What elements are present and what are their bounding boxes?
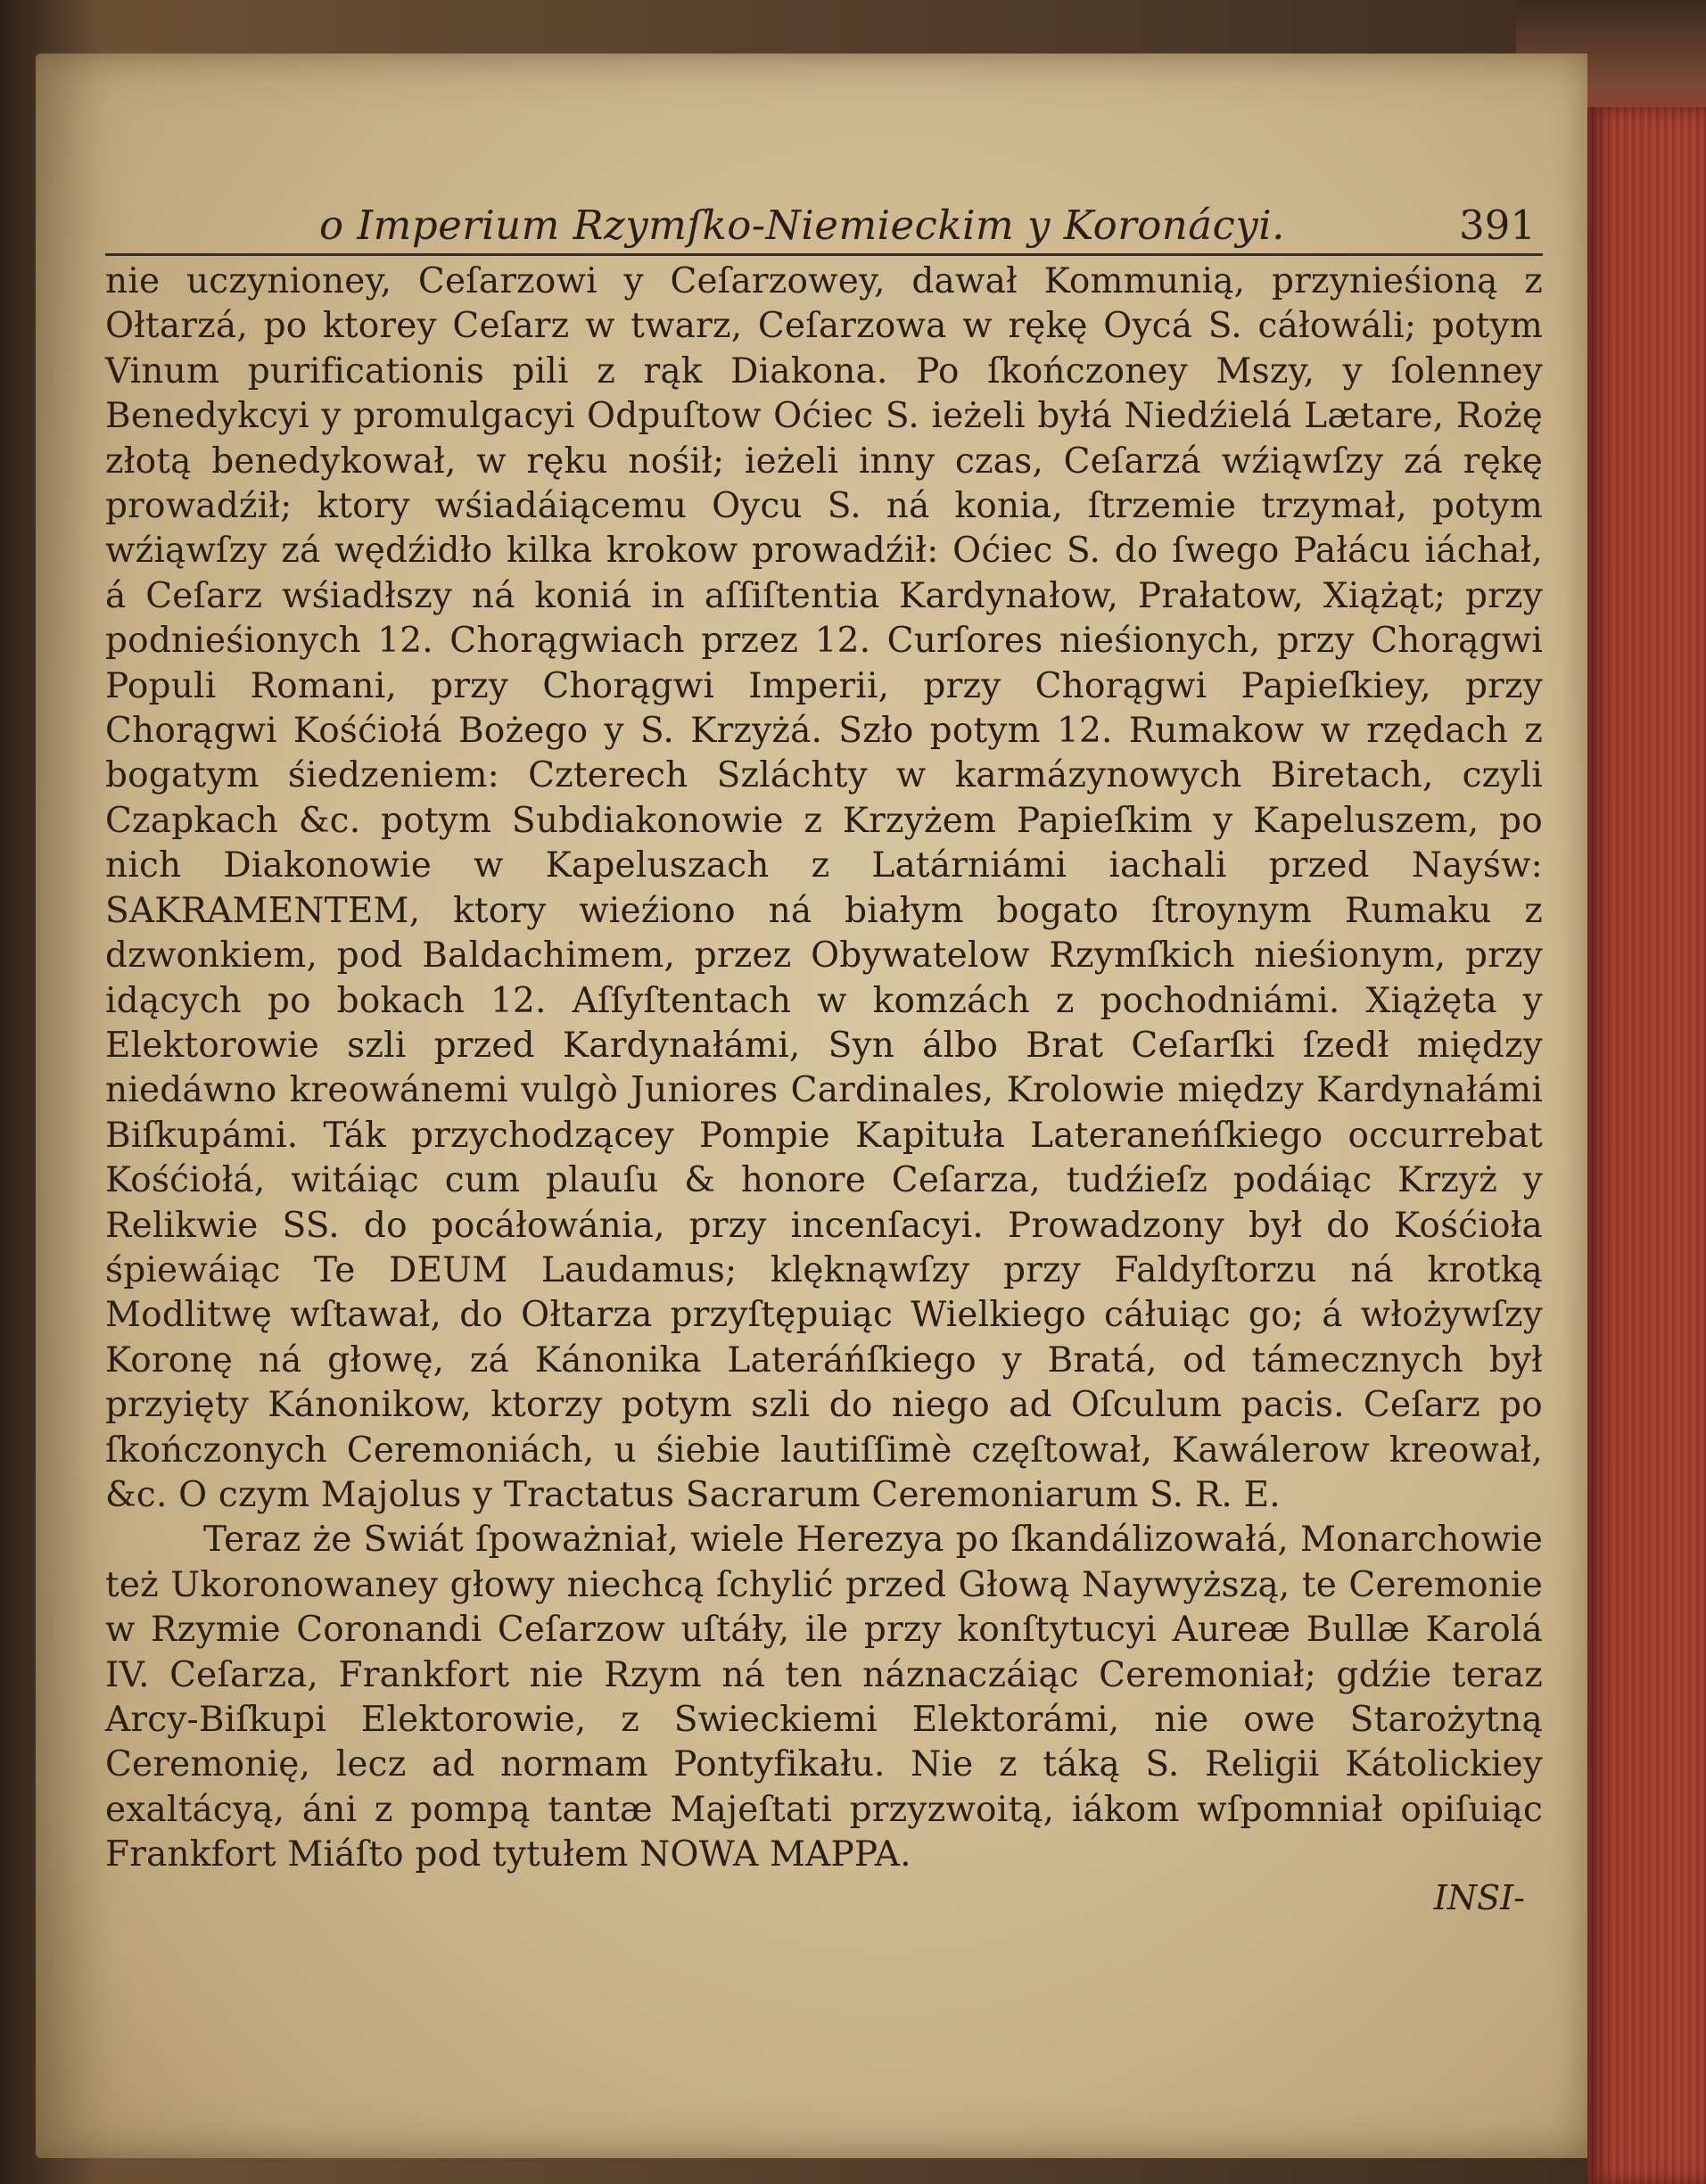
body-paragraph-2: Teraz że Swiát ſpoważniał, wiele Herezya po ſkandálizowałá, Monarchowie też Ukoronowaney głowy niechcą ſchylić przed Głową Naywyższą, te Ceremonie w Rzymie Coronandi Ceſarzow uſtáły, ile przy konſtytucyi Aureæ Bullæ Karolá IV. Ceſarza, Frankfort nie Rzym ná ten náznaczáiąc Ceremoniał; gdźie teraz Arcy-Biſkupi Elektorowie, z Swieckiemi Elektorámi, nie owe Starożytną Ceremonię, lecz ad normam Pontyfikału. Nie z táką S. Religii Kátolickiey exaltácyą, áni z pompą tantæ Majeſtati przyzwoitą, iákom wſpomniał opiſuiąc Frankfort Miáſto pod tytułem NOWA MAPPA. bbox=[105, 1520, 1543, 1875]
page-edges-red bbox=[1587, 107, 1706, 2184]
running-header bbox=[105, 198, 1543, 256]
catchword-line bbox=[105, 1878, 1543, 1924]
catchword-right: INSI- bbox=[1433, 1877, 1525, 1917]
page-number: 391 bbox=[1459, 202, 1536, 249]
body-paragraph-1: nie uczynioney, Ceſarzowi y Ceſarzowey, dawał Kommunią, przynieśioną z Ołtarzá, po ktorey Ceſarz w twarz, Ceſarzowa w rękę Oycá S. cáłowáli; potym Vinum purificationis pili z rąk Diakona. Po ſkończoney Mszy, y ſolenney Benedykcyi y promulgacyi Odpuſtow Oćiec S. ieżeli byłá Niedźielá Lætare, Rożę złotą benedykował, w ręku nośił; ieżeli inny czas, Ceſarzá wźiąwſzy zá rękę prowadźił; ktory wśiadáiącemu Oycu S. ná konia, ſtrzemie trzymał, potym wźiąwſzy zá wędźidło kilka krokow prowadźił: Oćiec S. do ſwego Pałácu iáchał, á Ceſarz wśiadłszy ná koniá in aſſiſtentia Kardynałow, Prałatow, Xiążąt; przy podnieśionych 12. Chorągwiach przez 12. Curſores nieśionych, przy Chorągwi Populi Romani, przy Chorągwi Imperii, przy Chorągwi Papieſkiey, przy Chorągwi Kośćiołá Bożego y S. Krzyżá. Szło potym 12. Rumakow w rzędach z bogatym śiedzeniem: Czterech Szláchty w karmázynowych Biretach, czyli Czapkach &c. potym Subdiakonowie z Krzyżem Papieſkim y Kapeluszem, po nich Diakonowie w Kapeluszach z Latárniámi iachali przed Nayśw: SAKRAMENTEM, ktory wieźiono ná białym bogato ſtroynym Rumaku z dzwonkiem, pod Baldachimem, przez Obywatelow Rzymſkich nieśionym, przy idących po bokach 12. Aſſyſtentach w komzách z pochodniámi. Xiążęta y Elektorowie szli przed Kardynałámi, Syn álbo Brat Ceſarſki ſzedł między niedáwno kreowánemi vulgò Juniores Cardinales, Krolowie między Kardynałámi Biſkupámi. Ták przychodzącey Pompie Kapituła Lateraneńſkiego occurrebat Kośćiołá, witáiąc cum plauſu & honore Ceſarza, tudźieſz podáiąc Krzyż y Relikwie SS. do pocáłowánia, przy incenſacyi. Prowadzony był do Kośćioła śpiewáiąc Te DEUM Laudamus; klęknąwſzy przy Faldyſtorzu ná krotką Modlitwę wſtawał, do Ołtarza przyſtępuiąc Wielkiego cáłuiąc go; á włożywſzy Koronę ná głowę, zá Kánonika Lateráńſkiego y Bratá, od támecznych był przyięty Kánonikow, ktorzy potym szli do niego ad Oſculum pacis. Ceſarz po ſkończonych Ceremoniách, u śiebie lautiſſimè częſtował, Kawálerow kreował, &c. O czym Majolus y Tractatus Sacrarum Ceremoniarum S. R. E. bbox=[105, 261, 1543, 1515]
text-block bbox=[105, 198, 1543, 1924]
running-title: o Imperium Rzymſko-Niemieckim y Koronácyi. bbox=[319, 202, 1285, 249]
